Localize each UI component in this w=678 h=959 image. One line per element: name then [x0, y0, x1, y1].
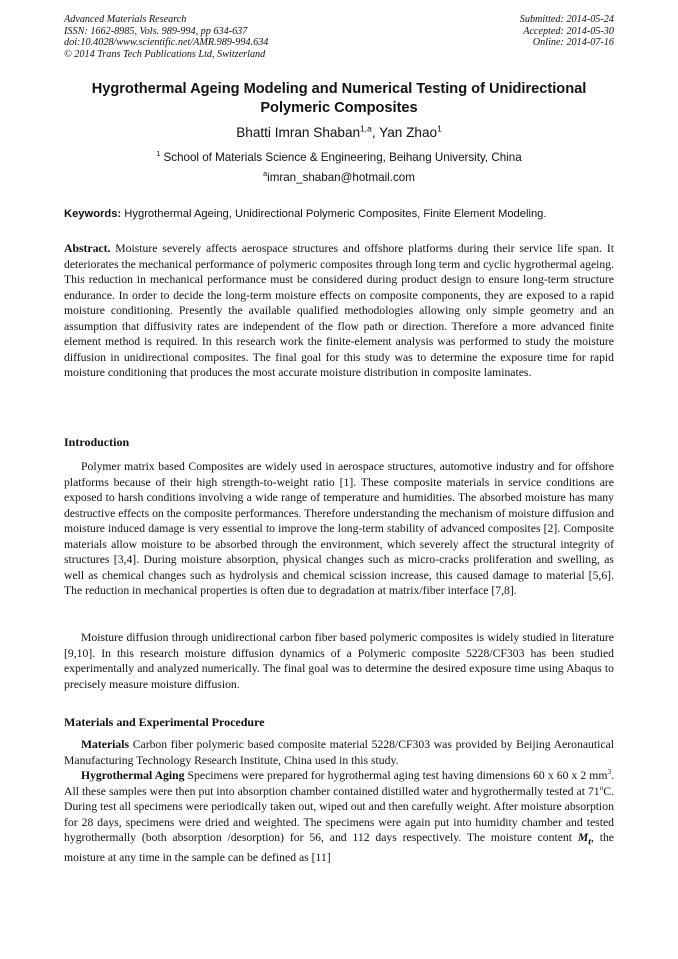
- email-superscript: a: [263, 169, 268, 179]
- title-line-1: Hygrothermal Ageing Modeling and Numerical Testing of Unidirectional: [91, 81, 587, 97]
- paper-title: [40, 80, 638, 118]
- author-list: [0, 124, 678, 141]
- affiliation-superscript: 1: [156, 149, 161, 159]
- author-name: Yan Zhao: [379, 125, 438, 140]
- cube-superscript: 3: [607, 768, 612, 777]
- title-line-2: Polymeric Composites: [260, 100, 418, 116]
- email-address: imran_shaban@hotmail.com: [267, 171, 415, 184]
- keywords: [64, 207, 624, 221]
- journal-name: Advanced Materials Research: [64, 14, 187, 25]
- materials-text: Carbon fiber polymeric based composite material 5228/CF303 was provided by Beijing Aeronautical Manufacturing Technology Research Institute, China used in this study.: [64, 738, 614, 767]
- accepted-date: Accepted: 2014-05-30: [523, 25, 614, 37]
- journal-doi: doi:10.4028/www.scientific.net/AMR.989-994.634: [64, 37, 269, 49]
- intro-paragraph-1: Polymer matrix based Composites are widely used in aerospace structures, automotive industry and for offshore platforms because of their high strength-to-weight ratio [1]. These composite materials in service conditions are exposed to harsh conditions involving a wide range of temperature and humidities. The absorbed moisture has many destructive effects on the composite performances. Therefore understanding the mechanism of moisture diffusion and moisture induced damage is very essential to improve the long-term stability of advanced composites [2]. Composite materials allow moisture to be absorbed through the environment, which severely affect the structural integrity of structures [3,4]. During moisture absorption, physical changes such as micro-cracks proliferation and swelling, as well as chemical changes such as hydrolysis and chemical scission increase, this caused damage to material [5,6]. The reduction in mechanical properties is often due to degradation at matrix/fiber interface [7,8].: [64, 460, 614, 598]
- author-superscript: 1,a: [360, 123, 372, 134]
- abstract-label: Abstract.: [64, 242, 111, 255]
- submitted-date: Submitted: 2014-05-24: [519, 14, 614, 25]
- hygrothermal-text: C. During test all specimens were periodically taken out, wiped out and then carefully weight. After moisture absorption for 28 days, specimens were dried and weighted. The specimens were again put into humidity chamber and tested hygrothermally (both absorption /desorption) for 56, and 112 days respectively. The moisture content: [64, 784, 614, 845]
- hygrothermal-text: . All these samples were then put into absorption chamber contained distilled water and hygrothermally tested at 71: [64, 769, 615, 798]
- journal-info: [64, 14, 268, 60]
- hygrothermal-text: Specimens were prepared for hygrothermal aging test having dimensions 60 x 60 x 2 mm: [184, 769, 608, 782]
- author-superscript: 1: [437, 123, 442, 134]
- moisture-content-variable: M: [577, 831, 589, 845]
- keywords-text: Hygrothermal Ageing, Unidirectional Polymeric Composites, Finite Element Modeling.: [121, 208, 547, 220]
- affiliation-text: School of Materials Science & Engineering, Beihang University, China: [160, 151, 522, 164]
- journal-copyright: © 2014 Trans Tech Publications Ltd, Switzerland: [64, 48, 266, 60]
- online-date: Online: 2014-07-16: [532, 37, 614, 49]
- author-name: Bhatti Imran Shaban: [236, 125, 361, 140]
- author-email: [0, 171, 678, 185]
- author-separator: ,: [371, 125, 380, 140]
- affiliation: [0, 151, 678, 165]
- journal-issn: ISSN: 1662-8985, Vols. 989-994, pp 634-637: [64, 25, 248, 37]
- degree-superscript: o: [599, 783, 604, 792]
- intro-paragraph-2: Moisture diffusion through unidirectional carbon fiber based polymeric composites is widely studied in literature [9,10]. In this research moisture diffusion dynamics of a Polymeric composite 5228/CF303 has been studied experimentally and analyzed numerically. The final goal was to determine the desired exposure time using Abaqus to precisely measure moisture diffusion.: [64, 631, 614, 691]
- keywords-label: Keywords:: [64, 208, 122, 220]
- section-heading-introduction: Introduction: [64, 435, 130, 449]
- abstract: [64, 241, 614, 381]
- hygrothermal-label: Hygrothermal Aging: [81, 769, 185, 782]
- abstract-text: Moisture severely affects aerospace structures and offshore platforms during their service life span. It deteriorates the mechanical performance of polymeric composites through long term and cyclic hygrothermal ageing. This reduction in mechanical performance must be considered during product design to ensure long-term structure endurance. In order to decide the long-term moisture effects on composite components, they are exposed to a rapid moisture conditioning. Presently the available qualified methodologies allowing only simple geometry and an assumption that diffusivity rates are independent of the flow path or direction. Therefore a more advanced finite element method is required. In this research work the finite-element analysis was performed to study the moisture diffusion in unidirectional composites. The final goal for this study was to determine the exposure time for rapid moisture conditioning that produces the most accurate moisture distribution in composite laminates.: [64, 242, 614, 380]
- materials-paragraph: [64, 737, 614, 768]
- hygrothermal-text: , the moisture at any time in the sample can be defined as [11]: [64, 831, 614, 865]
- moisture-content-subscript: t: [588, 836, 591, 848]
- materials-label: Materials: [81, 738, 130, 751]
- section-heading-materials: Materials and Experimental Procedure: [64, 715, 265, 729]
- hygrothermal-paragraph: [64, 768, 614, 866]
- submission-dates: [520, 14, 614, 49]
